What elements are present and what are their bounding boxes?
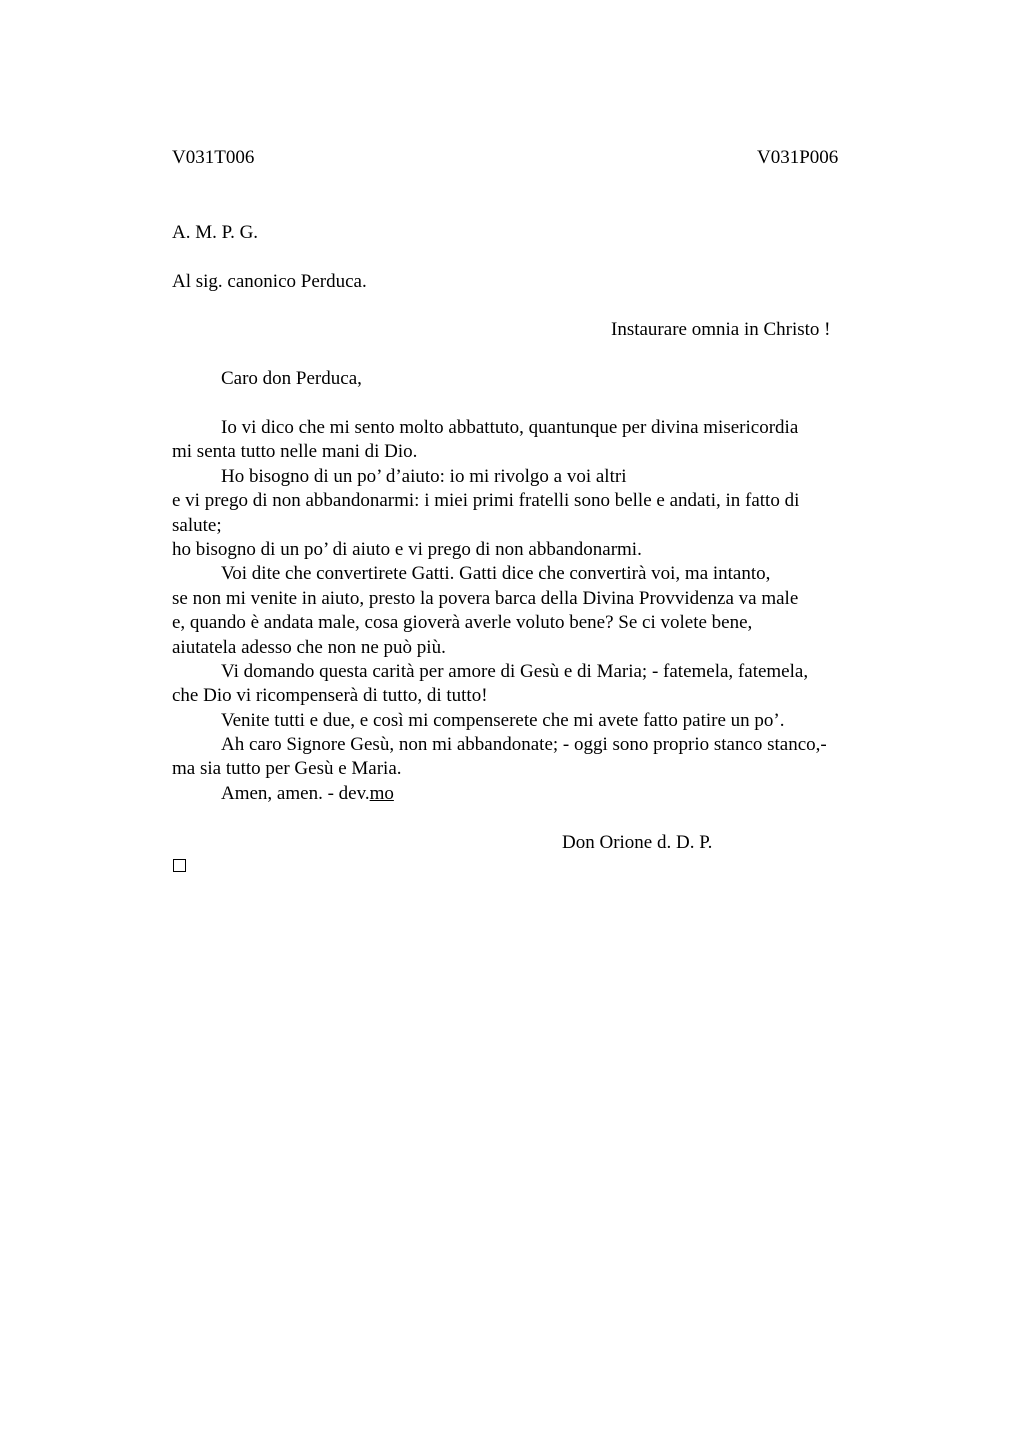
body-line: e vi prego di non abbandonarmi: i miei primi fratelli sono belle e andati, in fatto di bbox=[172, 490, 800, 512]
salutation: Caro don Perduca, bbox=[221, 368, 362, 389]
body-line: ma sia tutto per Gesù e Maria. bbox=[172, 758, 402, 780]
body-line: se non mi venite in aiuto, presto la povera barca della Divina Provvidenza va male bbox=[172, 587, 799, 609]
body-line: e, quando è andata male, cosa gioverà averle voluto bene? Se ci volete bene, bbox=[172, 612, 753, 634]
body-line: Voi dite che convertirete Gatti. Gatti dice che convertirà voi, ma intanto, bbox=[221, 563, 771, 585]
body-line: che Dio vi ricompenserà di tutto, di tutto! bbox=[172, 685, 488, 707]
end-of-document-box-icon bbox=[173, 859, 186, 872]
addressee: Al sig. canonico Perduca. bbox=[172, 271, 367, 292]
body-line: ho bisogno di un po’ di aiuto e vi prego di non abbandonarmi. bbox=[172, 538, 642, 560]
body-line: Ah caro Signore Gesù, non mi abbandonate; - oggi sono proprio stanco stanco,- bbox=[221, 734, 827, 756]
body-line: Vi domando questa carità per amore di Gesù e di Maria; - fatemela, fatemela, bbox=[221, 660, 809, 682]
header-left-code: V031T006 bbox=[172, 147, 255, 168]
body-line: Io vi dico che mi sento molto abbattuto, quantunque per divina misericordia bbox=[221, 417, 799, 438]
header-right-code: V031P006 bbox=[757, 147, 839, 168]
closing-text: Amen, amen. - dev. bbox=[221, 782, 370, 804]
invocation: A. M. P. G. bbox=[172, 222, 259, 243]
closing-suffix: mo bbox=[369, 782, 394, 804]
motto: Instaurare omnia in Christo ! bbox=[611, 319, 831, 340]
closing-line bbox=[172, 782, 872, 806]
body-line: Venite tutti e due, e così mi compenserete che mi avete fatto patire un po’. bbox=[221, 709, 785, 731]
letter-body bbox=[172, 416, 872, 806]
body-line: salute; bbox=[172, 514, 222, 536]
signature: Don Orione d. D. P. bbox=[562, 832, 713, 853]
body-line: mi senta tutto nelle mani di Dio. bbox=[172, 441, 418, 463]
body-line: Ho bisogno di un po’ d’aiuto: io mi rivolgo a voi altri bbox=[221, 465, 627, 487]
body-line: aiutatela adesso che non ne può più. bbox=[172, 636, 446, 658]
